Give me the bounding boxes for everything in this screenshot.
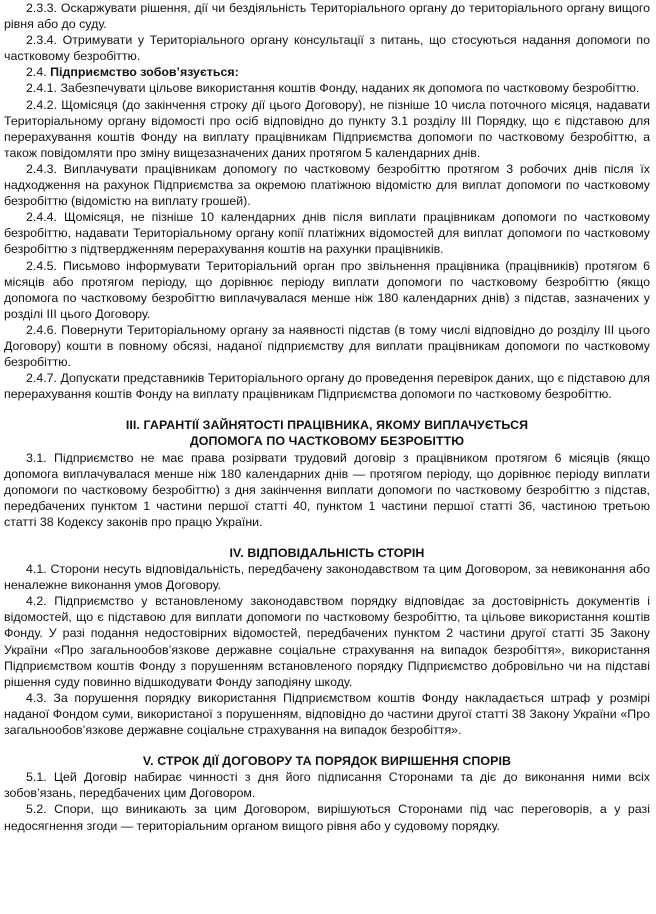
clause-4-3: 4.3. За порушення порядку використання Підприємством коштів Фонду накладається штраф у розмірі наданої Фондом суми, використаної з порушенням, відповідно до частини другої статті 38 Закону України «Про загальнообов’язкове державне соціальне страхування на випадок безробіття». bbox=[4, 690, 650, 738]
clause-5-2: 5.2. Спори, що виникають за цим Договором, вирішуються Сторонами під час переговорів, а у разі недосягнення згоди — територіальним органом вищого рівня або у судовому порядку. bbox=[4, 802, 650, 833]
clause-2-4-heading bbox=[4, 64, 650, 80]
section-5-title: V. СТРОК ДІЇ ДОГОВОРУ ТА ПОРЯДОК ВИРІШЕННЯ СПОРІВ bbox=[142, 754, 512, 769]
clause-2-4-1: 2.4.1. Забезпечувати цільове використання коштів Фонду, наданих як допомога по частковому безробіттю. bbox=[26, 81, 640, 96]
clause-2-3-4: 2.3.4. Отримувати у Територіального органу консультації з питань, що стосуються надання допомоги по частковому безробіттю. bbox=[4, 33, 650, 64]
clause-4-1: 4.1. Сторони несуть відповідальність, передбачену законодавством та цим Договором, за невиконання або неналежне виконання умов Договору. bbox=[4, 562, 650, 593]
section-3-title bbox=[4, 417, 650, 449]
clause-2-4-title: Підприємство зобов’язується: bbox=[50, 65, 239, 80]
clause-2-4-7: 2.4.7. Допускати представників Територіального органу до проведення перевірок даних, що є підставою для перерахування коштів Фонду на виплату працівникам Підприємства допомоги по частковому безробіттю. bbox=[4, 371, 650, 402]
section-3-title-line-2: ДОПОМОГА ПО ЧАСТКОВОМУ БЕЗРОБІТТЮ bbox=[189, 434, 465, 449]
clause-4-2: 4.2. Підприємство у встановленому законодавством порядку відповідає за достовірність документів і відомостей, що є підставою для виплати допомоги по частковому безробіттю, та цільове використання коштів Фонду. У разі подання недостовірних відомостей, передбачених пунктом 2 частини другої статті 35 Закону України «Про загальнообов’язкове державне соціальне страхування на випадок безробіття», використання Підприємством коштів Фонду з порушенням встановленого порядку Підприємство добровільно чи на підставі рішення суду повинно відшкодувати Фонду заподіяну шкоду. bbox=[4, 594, 650, 689]
section-3-title-line-1: III. ГАРАНТІЇ ЗАЙНЯТОСТІ ПРАЦІВНИКА, ЯКОМУ ВИПЛАЧУЄТЬСЯ bbox=[125, 418, 529, 433]
clause-2-4-5: 2.4.5. Письмово інформувати Територіальний орган про звільнення працівника (працівників) протягом 6 місяців або протягом періоду, що дорівнює періоду виплати допомоги по частковому безробіттю (якщо допомога по частковому безробіттю виплачувалася менше ніж 180 календарних днів) з підстав, зазначених у розділі III цього Договору. bbox=[4, 258, 650, 321]
clause-2-4-number: 2.4. bbox=[26, 65, 47, 80]
section-4-title: IV. ВІДПОВІДАЛЬНІСТЬ СТОРІН bbox=[229, 546, 425, 560]
clause-3-1: 3.1. Підприємство не має права розірвати трудовий договір з працівником протягом 6 місяців (якщо допомога виплачувалася менше ніж 180 календарних днів — протягом періоду, що дорівнює періоду виплати допомоги по частковому безробіттю) з дня закінчення виплати допомоги по частковому безробіттю з підстав, передбачених пунктом 1 частини першої статті 40, пунктом 1 частини першої статті 36, частиною третьою статті 38 Кодексу законів про працю України. bbox=[4, 450, 650, 529]
clause-2-3-3: 2.3.3. Оскаржувати рішення, дії чи бездіяльність Територіального органу до територіального органу вищого рівня або до суду. bbox=[4, 1, 650, 32]
clause-2-4-4: 2.4.4. Щомісяця, не пізніше 10 календарних днів після виплати працівникам допомоги по частковому безробіттю, надавати Територіальному органу копії платіжних відомостей для виплат допомоги по частковому безробіттю з підтвердженням перерахування коштів на рахунки працівників. bbox=[4, 210, 650, 257]
clause-2-4-3: 2.4.3. Виплачувати працівникам допомогу по частковому безробіттю протягом 3 робочих днів після їх надходження на рахунок Підприємства за окремою платіжною відомістю для виплат допомоги по частковому безробіттю (відомістю на виплату грошей). bbox=[4, 161, 650, 209]
clause-2-4-2: 2.4.2. Щомісяця (до закінчення строку дії цього Договору), не пізніше 10 числа поточного місяця, надавати Територіальному органу відомості про осіб відповідно до пункту 3.1 розділу III Порядку, що є підставою для перерахування коштів Фонду на виплату працівникам Підприємства допомоги по частковому безробіттю, а також повідомляти про зміну вищезазначених даних протягом 5 календарних днів. bbox=[4, 97, 650, 160]
clause-5-1: 5.1. Цей Договір набирає чинності з дня його підписання Сторонами та діє до виконання ними всіх зобов’язань, передбачених цим Договором. bbox=[4, 770, 650, 801]
clause-2-4-6: 2.4.6. Повернути Територіальному органу за наявності підстав (в тому числі відповідно до розділу III цього Договору) кошти в повному обсязі, наданої підприємству для виплати працівникам допомоги по частковому безробіттю. bbox=[4, 322, 650, 370]
